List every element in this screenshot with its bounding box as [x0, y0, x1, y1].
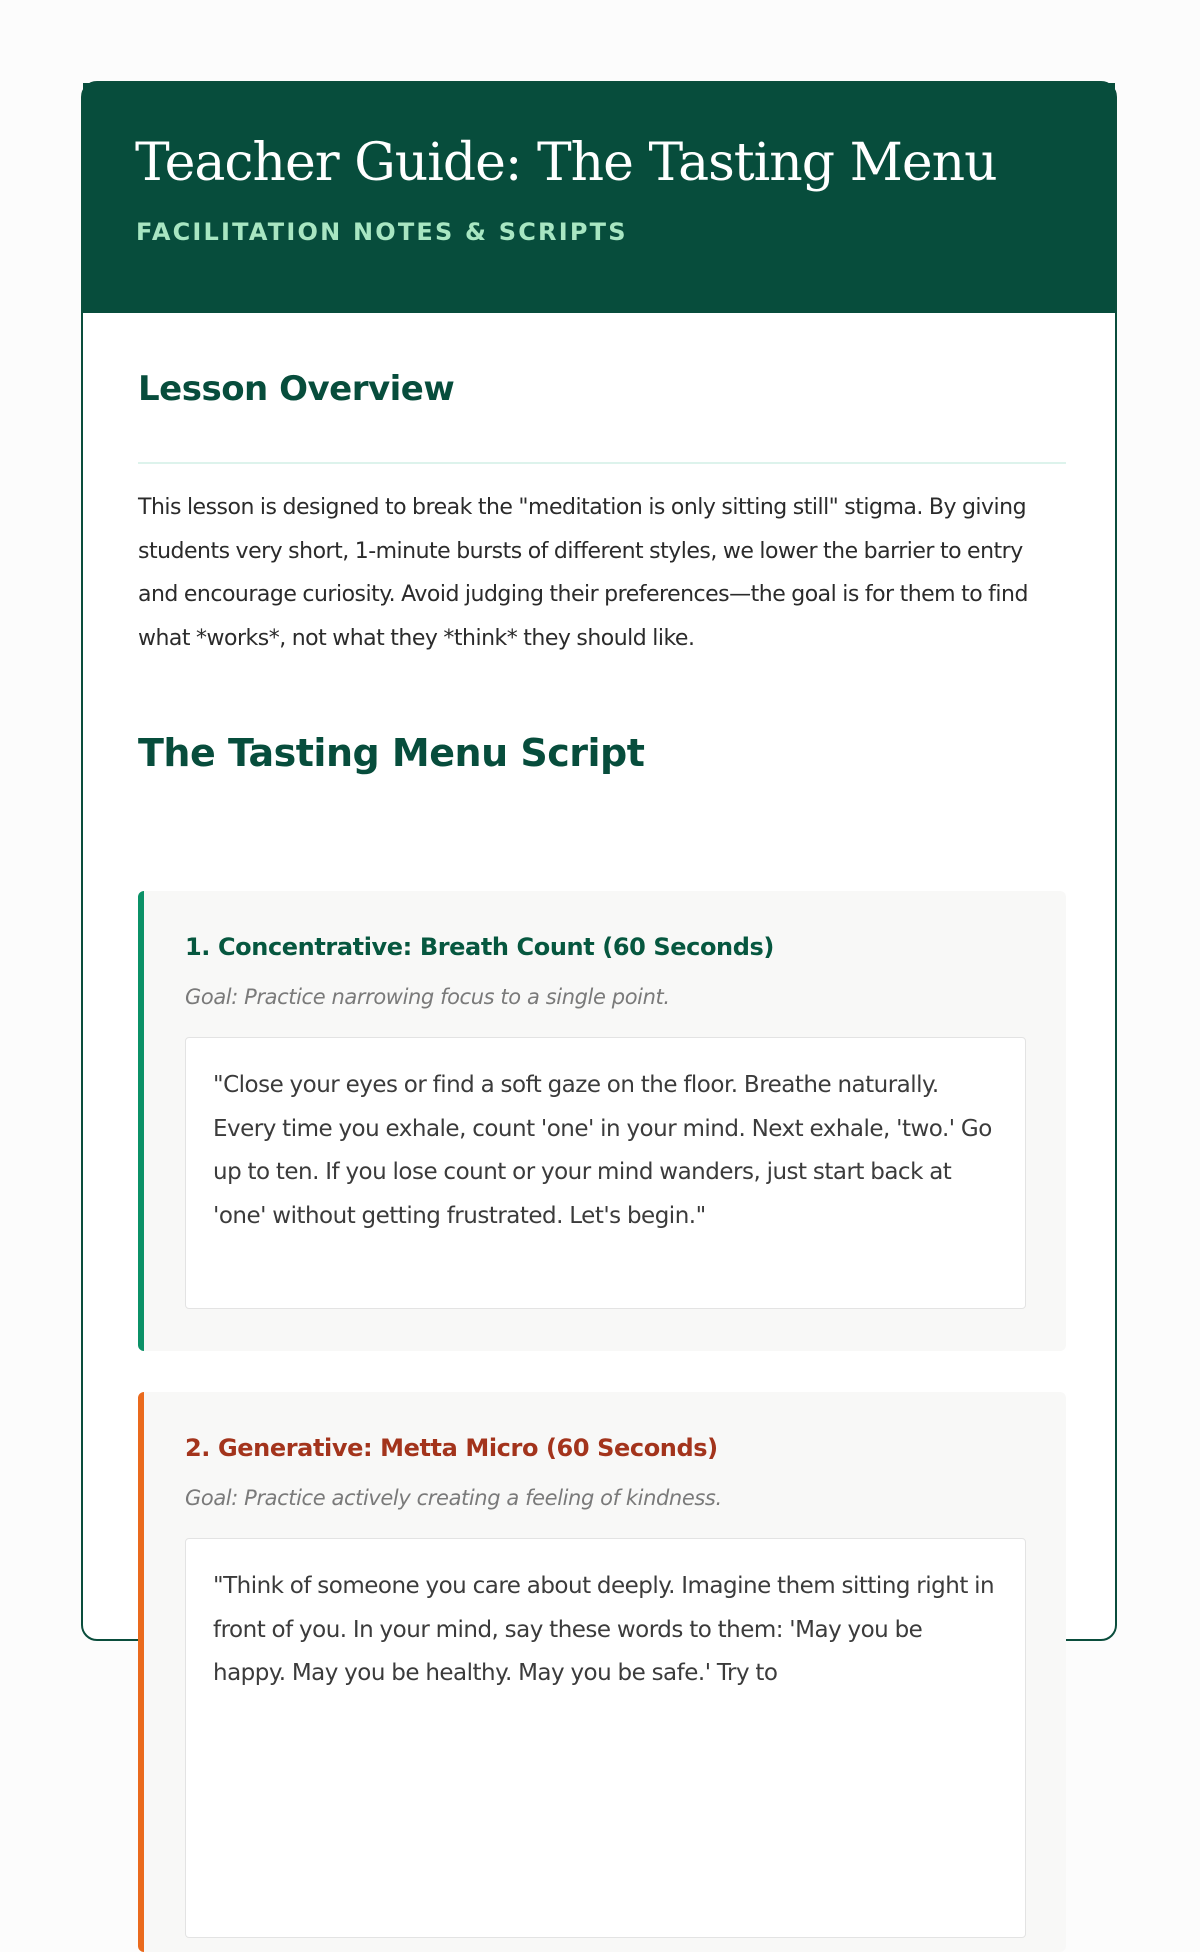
- exercise-goal: Goal: Practice actively creating a feeling of kindness.: [185, 1486, 722, 1510]
- exercise-title: 1. Concentrative: Breath Count (60 Seconds): [185, 933, 774, 961]
- script-box: [185, 1037, 1026, 1309]
- exercise-title: 2. Generative: Metta Micro (60 Seconds): [185, 1434, 718, 1462]
- teacher-guide-card: [81, 81, 1117, 1686]
- exercise-accent-bar: [138, 1392, 144, 1952]
- script-heading: The Tasting Menu Script: [138, 731, 645, 775]
- overview-heading: Lesson Overview: [138, 369, 455, 409]
- exercise-accent-bar: [138, 891, 144, 1351]
- section-divider: [138, 462, 1066, 464]
- script-text: "Close your eyes or find a soft gaze on the floor. Breathe naturally. Every time you exhale, count 'one' in your mind. Next exhale, 'two.' Go up to ten. If you lose count or your mind wanders, just start back at 'one' without getting frustrated. Let's begin.": [213, 1072, 992, 1229]
- page-title: Teacher Guide: The Tasting Menu: [135, 133, 997, 193]
- script-text: "Think of someone you care about deeply. Imagine them sitting right in front of you. In your mind, say these words to them: 'May you be happy. May you be healthy. May you be safe.' Try to: [213, 1573, 995, 1686]
- page-subtitle: FACILITATION NOTES & SCRIPTS: [136, 218, 628, 246]
- exercise-card-metta-micro: [138, 1392, 1066, 1952]
- script-box: [185, 1538, 1026, 1938]
- overview-text: This lesson is designed to break the "meditation is only sitting still" stigma. By giving students very short, 1-minute bursts of different styles, we lower the barrier to entry and encourage curiosity. Avoid judging their preferences—the goal is for them to find what *works*, not what they *think* they should like.: [138, 495, 1028, 651]
- guide-header: [83, 83, 1115, 313]
- exercise-goal: Goal: Practice narrowing focus to a single point.: [185, 985, 670, 1009]
- exercise-card-breath-count: [138, 891, 1066, 1351]
